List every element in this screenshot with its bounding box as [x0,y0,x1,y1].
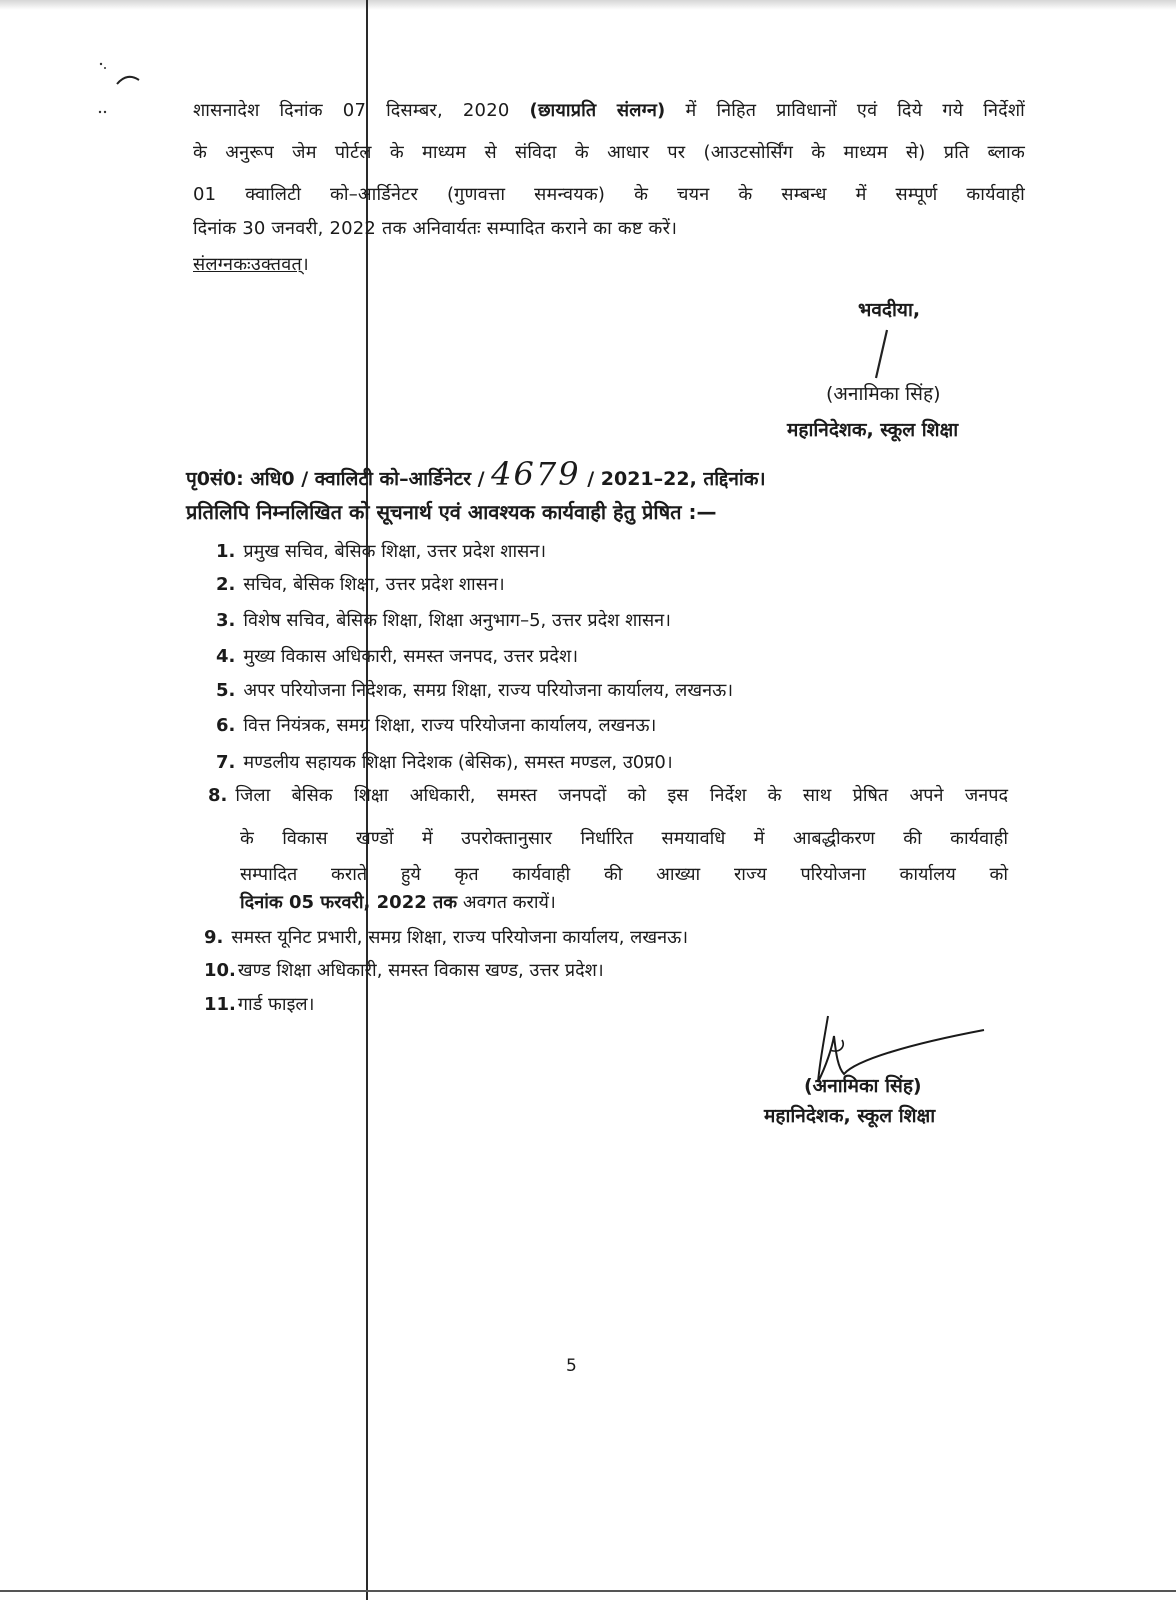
recipient-item: 3. विशेष सचिव, बेसिक शिक्षा, शिक्षा अनुभाग–5, उत्तर प्रदेश शासन। [216,610,671,631]
recipient-item: 2. सचिव, बेसिक शिक्षा, उत्तर प्रदेश शासन। [216,574,505,595]
reference-line: पृ0सं0: अधि0 / क्वालिटी को–आर्डिनेटर / 4679 / 2021–22, तद्दिनांक। [186,455,766,493]
body-line-2: के अनुरूप जेम पोर्टल के माध्यम से संविदा के आधार पर (आउटसोर्सिंग के माध्यम से) प्रति ब्लाक [193,142,1025,163]
recipient-item-continuation: दिनांक 05 फरवरी, 2022 तक अवगत करायें। [240,892,556,913]
scan-top-edge [0,0,1176,10]
recipient-item: 5. अपर परियोजना निदेशक, समग्र शिक्षा, राज्य परियोजना कार्यालय, लखनऊ। [216,680,734,701]
initial-signature [860,326,900,382]
recipient-item: 11. गार्ड फाइल। [204,994,315,1015]
recipient-item: 7. मण्डलीय सहायक शिक्षा निदेशक (बेसिक), समस्त मण्डल, उ0प्र0। [216,752,673,773]
recipient-item: 8. जिला बेसिक शिक्षा अधिकारी, समस्त जनपदों को इस निर्देश के साथ प्रेषित अपने जनपद [208,785,1008,806]
signatory-designation: महानिदेशक, स्कूल शिक्षा [764,1105,936,1127]
scan-mark-decoration [95,58,155,118]
recipient-item: 10. खण्ड शिक्षा अधिकारी, समस्त विकास खण्ड, उत्तर प्रदेश। [204,960,604,981]
page-number: 5 [566,1356,577,1376]
closing-name: (अनामिका सिंह) [826,383,941,405]
enclosure-line: संलग्नकःउक्तवत्। [193,254,309,275]
body-line-1: शासनादेश दिनांक 07 दिसम्बर, 2020 (छायाप्रति संलग्न) में निहित प्राविधानों एवं दिये गये निर्देशों [193,100,1026,121]
recipient-item: 4. मुख्य विकास अधिकारी, समस्त जनपद, उत्तर प्रदेश। [216,646,579,667]
recipient-item: 9. समस्त यूनिट प्रभारी, समग्र शिक्षा, राज्य परियोजना कार्यालय, लखनऊ। [204,927,689,948]
recipient-item: 1. प्रमुख सचिव, बेसिक शिक्षा, उत्तर प्रदेश शासन। [216,541,547,562]
body-line-4: दिनांक 30 जनवरी, 2022 तक अनिवार्यतः सम्पादित कराने का कष्ट करें। [193,218,678,239]
scan-bottom-line [0,1590,1176,1592]
body-line-3: 01 क्वालिटी को–आर्डिनेटर (गुणवत्ता समन्वयक) के चयन के सम्बन्ध में सम्पूर्ण कार्यवाही [193,184,1025,205]
recipient-item-continuation: के विकास खण्डों में उपरोक्तानुसार निर्धारित समयावधि में आबद्धीकरण की कार्यवाही [240,828,1008,849]
enclosure-label: संलग्नकःउक्तवत् [193,254,302,275]
recipient-item: 6. वित्त नियंत्रक, समग्र शिक्षा, राज्य परियोजना कार्यालय, लखनऊ। [216,715,657,736]
reference-number: 4679 [491,455,581,493]
recipient-item-continuation: सम्पादित कराते हुये कृत कार्यवाही की आख्या राज्य परियोजना कार्यालय को [240,864,1008,885]
copy-heading: प्रतिलिपि निम्नलिखित को सूचनार्थ एवं आवश्यक कार्यवाही हेतु प्रेषित :— [186,500,717,524]
signatory-name: (अनामिका सिंह) [804,1075,922,1097]
closing-designation: महानिदेशक, स्कूल शिक्षा [787,419,959,441]
closing-salutation: भवदीया, [858,299,921,321]
